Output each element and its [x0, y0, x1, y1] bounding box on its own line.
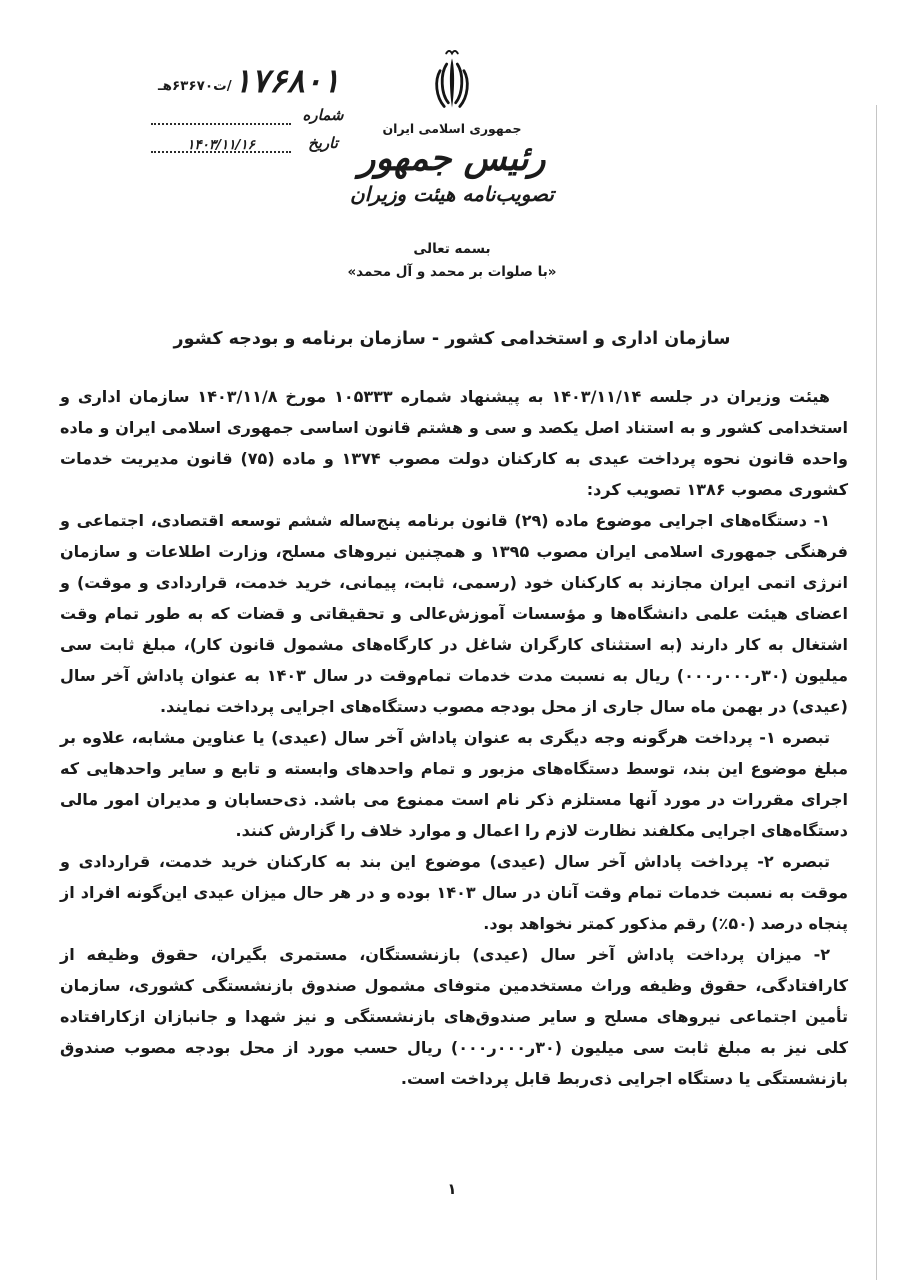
country-name: جمهوری اسلامی ایران [382, 121, 522, 136]
page-number: ۱ [447, 1180, 457, 1198]
body-paragraph: تبصره ۱- پرداخت هرگونه وجه دیگری به عنوان پاداش آخر سال (عیدی) یا عناوین مشابه، علاوه بر مبلغ موضوع این بند، توسط دستگاه‌های مزبور و تمام واحدهای وابسته و تابع و سایر واحدهایی که اجرای مقررات در مورد آنها مستلزم ذکر نام است ممنوع می باشد. ذی‌حسابان و مدیران امور مالی دستگاه‌های اجرایی مکلفند نظارت لازم را اعمال و موارد خلاف را گزارش کنند. [60, 728, 848, 840]
iran-emblem-icon [423, 46, 481, 120]
body-paragraph: ۱- دستگاه‌های اجرایی موضوع ماده (۲۹) قانون برنامه پنج‌ساله ششم توسعه اقتصادی، اجتماعی و فرهنگی جمهوری اسلامی ایران مصوب ۱۳۹۵ و همچنین نیروهای مسلح، وزارت اطلاعات و سازمان انرژی اتمی ایران مجازند به کارکنان خود (رسمی، ثابت، پیمانی، خرید خدمت، قراردادی و موقت) و اعضای هیئت علمی دانشگاه‌ها و مؤسسات آموزش‌عالی و تحقیقاتی و قضات که به طور تمام وقت اشتغال به کار دارند (به استثنای کارگران شاغل در کارگاه‌های مشمول قانون کار)، مبلغ ثابت سی میلیون (۳۰ر۰۰۰ر۰۰۰) ریال به نسبت مدت خدمات تمام‌وقت در سال ۱۴۰۳ به عنوان پاداش آخر سال (عیدی) در بهمن ماه سال جاری از محل بودجه مصوب دستگاه‌های اجرایی پرداخت نمایند. [60, 511, 849, 716]
letterhead [0, 46, 904, 206]
document-type-title: تصویب‌نامه هیئت وزیران [350, 181, 554, 206]
document-number-main: ۱۷۶۸۰۱ [233, 61, 340, 100]
salawat-text: «با صلوات بر محمد و آل محمد» [347, 264, 557, 280]
body-paragraph: هیئت وزیران در جلسه ۱۴۰۳/۱۱/۱۴ به پیشنهاد شماره ۱۰۵۳۳۳ مورخ ۱۴۰۳/۱۱/۸ سازمان اداری و استخدامی کشور و به استناد اصل یکصد و سی و هشتم قانون اساسی جمهوری اسلامی ایران و ماده واحده قانون نحوه پرداخت عیدی به کارکنان دولت مصوب ۱۳۷۴ و ماده (۷۵) قانون مدیریت خدمات کشوری مصوب ۱۳۸۶ تصویب کرد: [60, 387, 848, 499]
document-number-suffix: /ت۶۳۶۷۰هـ [157, 78, 232, 94]
scan-edge-line [876, 105, 878, 1280]
number-label: شماره [302, 106, 344, 124]
body-paragraph: ۲- میزان پرداخت پاداش آخر سال (عیدی) بازنشستگان، مستمری بگیران، حقوق وظیفه از کارافتادگی، حقوق وظیفه وراث مستخدمین متوفای مشمول صندوق بازنشستگی کشوری، سازمان تأمین اجتماعی نیروهای مسلح و سایر صندوق‌های بازنشستگی و نیز شهدا و جانبازان ازکارافتاده کلی نیز به مبلغ ثابت سی میلیون (۳۰ر۰۰۰ر۰۰۰) ریال حسب مورد از محل بودجه مصوب صندوق بازنشستگی یا دستگاه اجرایی ذی‌ربط قابل پرداخت است. [60, 945, 848, 1088]
date-label: تاریخ [308, 134, 338, 152]
body-paragraph: تبصره ۲- پرداخت پاداش آخر سال (عیدی) موضوع این بند به کارکنان خرید خدمت، قراردادی و موقت به نسبت خدمات تمام وقت آنان در سال ۱۴۰۳ بوده و در هر حال میزان عیدی این‌گونه افراد از پنجاه درصد (۵۰٪) رقم مذکور کمتر نخواهد بود. [60, 852, 849, 933]
date-value: ۱۴۰۳/۱۱/۱۶ [187, 137, 255, 153]
addressee-line: سازمان اداری و استخدامی کشور - سازمان برنامه و بودجه کشور [173, 329, 731, 349]
invocation-block [0, 241, 904, 280]
body-paragraphs [60, 381, 848, 1094]
bismillah-text: بسمه تعالی [413, 241, 491, 257]
president-title: رئیس جمهور [358, 139, 546, 179]
